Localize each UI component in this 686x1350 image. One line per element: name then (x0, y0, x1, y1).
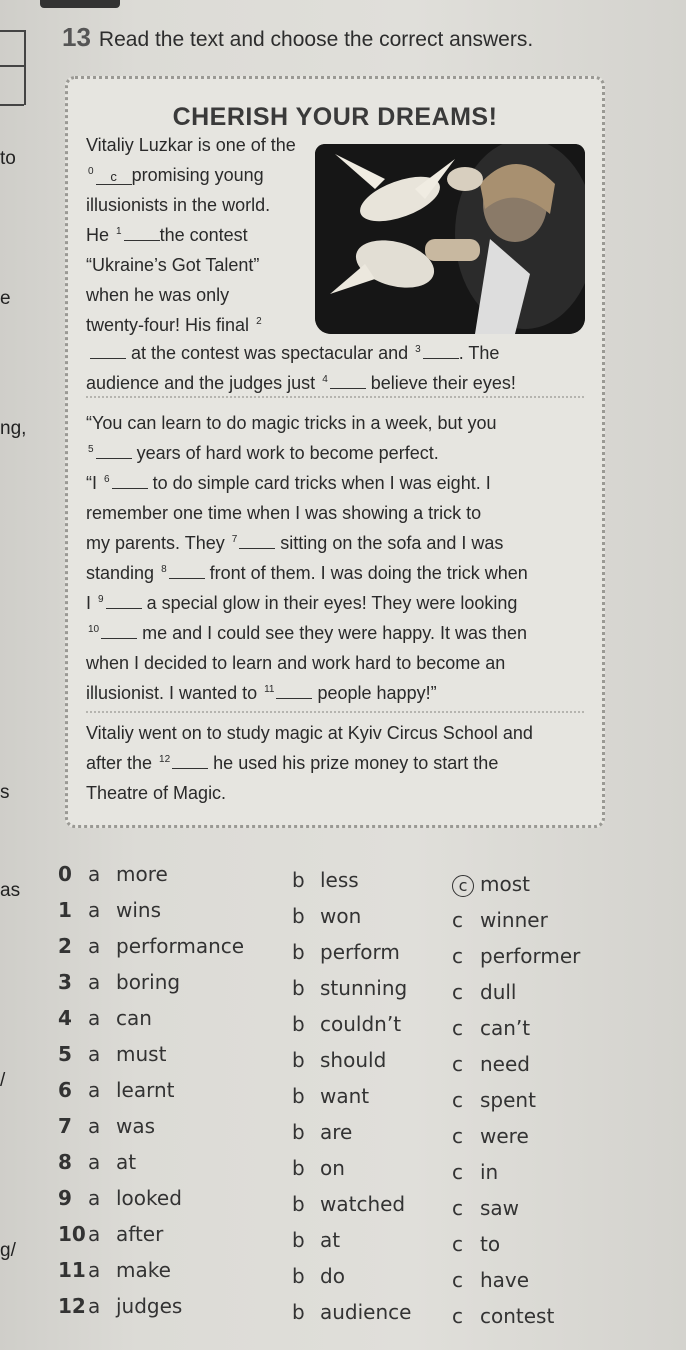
question-number: 12 (58, 1294, 86, 1318)
margin-rule (0, 65, 24, 67)
story-text-segment: my parents. They (86, 533, 230, 553)
story-text-segment: audience and the judges just (86, 373, 321, 393)
option-b[interactable] (292, 1228, 340, 1252)
option-b[interactable] (292, 1300, 411, 1324)
option-letter: c (452, 908, 463, 932)
story-line (86, 373, 516, 394)
option-c[interactable] (452, 1196, 519, 1220)
option-letter: a (88, 862, 101, 886)
option-a[interactable] (58, 1294, 182, 1318)
option-c[interactable] (452, 1160, 498, 1184)
option-text: judges (116, 1294, 183, 1318)
story-text-segment: after the (86, 753, 158, 773)
gap-number: 3 (415, 344, 421, 355)
option-letter: c (452, 944, 463, 968)
gap-number: 4 (322, 374, 328, 385)
option-c[interactable] (452, 872, 530, 897)
story-text-segment: illusionist. I wanted to (86, 683, 263, 703)
story-line (86, 683, 437, 704)
option-a[interactable] (58, 1258, 171, 1282)
option-text: were (480, 1124, 529, 1148)
option-text: wins (116, 898, 162, 922)
option-text: learnt (116, 1078, 175, 1102)
answer-blank (172, 768, 208, 769)
story-line (86, 563, 528, 584)
option-letter: a (88, 1222, 101, 1246)
story-text-segment: Vitaliy Luzkar is one of the (86, 135, 296, 155)
story-line (86, 135, 296, 156)
question-number: 3 (58, 970, 72, 994)
option-text: less (320, 868, 359, 892)
option-letter: a (88, 1006, 101, 1030)
story-line (86, 503, 481, 524)
option-letter: b (292, 868, 305, 892)
option-text: won (320, 904, 362, 928)
option-b[interactable] (292, 940, 400, 964)
gap-number: 6 (104, 474, 110, 485)
option-text: couldn’t (320, 1012, 402, 1036)
option-text: was (116, 1114, 156, 1138)
story-text-segment: promising young (131, 165, 264, 185)
option-c[interactable] (452, 1232, 500, 1256)
option-a[interactable] (58, 862, 168, 886)
story-text-segment: illusionists in the world. (86, 195, 271, 215)
option-text: do (320, 1264, 345, 1288)
question-number: 7 (58, 1114, 72, 1138)
question-number: 0 (58, 862, 72, 886)
option-text: spent (480, 1088, 536, 1112)
option-c[interactable] (452, 1052, 530, 1076)
option-letter: b (292, 1156, 305, 1180)
story-text-segment: I (86, 593, 97, 613)
story-line (86, 753, 498, 774)
task-heading (62, 22, 533, 53)
option-text: have (480, 1268, 530, 1292)
option-c[interactable] (452, 1124, 529, 1148)
option-letter: b (292, 1192, 305, 1216)
gap-number: 5 (88, 444, 94, 455)
page-header-bar (40, 0, 120, 8)
story-box (65, 76, 605, 828)
option-letter: c (452, 980, 463, 1004)
story-title: CHERISH YOUR DREAMS! (172, 103, 498, 131)
story-text-segment: He (86, 225, 115, 245)
answer-blank (101, 638, 137, 639)
story-line (86, 623, 527, 644)
option-letter: a (88, 934, 101, 958)
option-text: on (320, 1156, 345, 1180)
question-number: 9 (58, 1186, 72, 1210)
story-line (86, 255, 259, 276)
story-text-segment: remember one time when I was showing a trick to (86, 503, 482, 523)
option-letter: a (88, 1114, 101, 1138)
option-letter: c (452, 875, 474, 897)
story-line (86, 165, 264, 186)
option-letter: a (88, 1078, 101, 1102)
option-text: saw (480, 1196, 520, 1220)
story-text-segment: Vitaliy went on to study magic at Kyiv Circus School and (86, 723, 533, 743)
answer-blank (169, 578, 205, 579)
story-line (86, 285, 229, 306)
option-letter: a (88, 1150, 101, 1174)
option-letter: a (88, 1042, 101, 1066)
option-text: most (480, 872, 530, 896)
option-letter: c (452, 1052, 463, 1076)
margin-text: e (0, 288, 11, 309)
option-text: audience (320, 1300, 412, 1324)
option-a[interactable] (58, 1150, 136, 1174)
question-number: 8 (58, 1150, 72, 1174)
answer-blank (106, 608, 142, 609)
story-text-segment: Theatre of Magic. (86, 783, 227, 803)
story-text-segment: a special glow in their eyes! They were looking (141, 593, 518, 613)
answer-blank (423, 358, 459, 359)
option-letter: c (452, 1232, 463, 1256)
option-letter: a (88, 1294, 101, 1318)
option-letter: b (292, 904, 305, 928)
answer-blank (90, 358, 126, 359)
option-letter: b (292, 940, 305, 964)
margin-rule (0, 104, 24, 106)
story-text-segment: the contest (159, 225, 248, 245)
option-text: boring (116, 970, 181, 994)
option-a[interactable] (58, 1042, 166, 1066)
option-text: performer (480, 944, 581, 968)
question-number: 5 (58, 1042, 72, 1066)
answer-blank (276, 698, 312, 699)
option-text: contest (480, 1304, 555, 1328)
gap-number: 8 (161, 564, 167, 575)
task-instruction: Read the text and choose the correct answers. (98, 28, 534, 51)
option-letter: b (292, 1264, 305, 1288)
option-b[interactable] (292, 1192, 405, 1216)
story-text-segment: years of hard work to become perfect. (131, 443, 439, 463)
story-line (86, 413, 497, 434)
option-c[interactable] (452, 980, 516, 1004)
option-letter: a (88, 898, 101, 922)
option-text: after (116, 1222, 164, 1246)
option-c[interactable] (452, 908, 548, 932)
option-text: watched (320, 1192, 406, 1216)
story-line (86, 783, 226, 804)
story-line (86, 343, 499, 364)
option-b[interactable] (292, 1156, 345, 1180)
option-a[interactable] (58, 934, 244, 958)
story-line (86, 533, 503, 554)
story-line (86, 225, 248, 246)
option-b[interactable] (292, 904, 361, 928)
story-text-segment: he used his prize money to start the (208, 753, 499, 773)
option-text: dull (480, 980, 517, 1004)
story-text-segment: people happy!” (312, 683, 437, 703)
option-text: stunning (320, 976, 408, 1000)
story-line (86, 443, 439, 464)
option-a[interactable] (58, 1222, 163, 1246)
story-text-segment: to do simple card tricks when I was eight. I (147, 473, 491, 493)
option-c[interactable] (452, 1268, 529, 1292)
story-text-segment: “You can learn to do magic tricks in a week, but you (86, 413, 497, 433)
question-number: 2 (58, 934, 72, 958)
question-number: 1 (58, 898, 72, 922)
gap-number: 7 (231, 534, 238, 545)
option-b[interactable] (292, 1264, 345, 1288)
option-text: at (320, 1228, 341, 1252)
option-letter: b (292, 1012, 305, 1036)
story-line (86, 195, 270, 216)
story-line (86, 593, 517, 614)
gap-number: 12 (159, 754, 171, 765)
story-text-segment: twenty-four! His final (86, 315, 255, 335)
margin-rule (0, 30, 24, 32)
option-text: performance (116, 934, 245, 958)
margin-text: / (0, 1070, 6, 1091)
option-letter: c (452, 1160, 463, 1184)
option-text: must (116, 1042, 167, 1066)
paragraph-separator (86, 396, 584, 398)
answer-blank (112, 488, 148, 489)
story-line (86, 653, 505, 674)
option-a[interactable] (58, 970, 180, 994)
story-text-segment: me and I could see they were happy. It was then (137, 623, 528, 643)
story-line (86, 723, 533, 744)
option-letter: b (292, 1300, 305, 1324)
answer-blank (124, 240, 160, 241)
option-letter: b (292, 976, 305, 1000)
option-c[interactable] (452, 1304, 554, 1328)
margin-text: s (0, 782, 10, 803)
option-letter: c (452, 1304, 463, 1328)
option-a[interactable] (58, 1186, 182, 1210)
story-text-segment: at the contest was spectacular and (126, 343, 414, 363)
option-text: winner (480, 908, 548, 932)
option-a[interactable] (58, 1078, 175, 1102)
option-letter: a (88, 970, 101, 994)
option-letter: c (452, 1124, 463, 1148)
gap-number: 0 (88, 166, 94, 177)
option-c[interactable] (452, 944, 580, 968)
option-text: can (116, 1006, 152, 1030)
option-letter: b (292, 1048, 305, 1072)
option-letter: c (452, 1088, 463, 1112)
answer-blank (96, 458, 132, 459)
option-text: at (116, 1150, 137, 1174)
gap-number: 11 (264, 684, 275, 695)
story-text-segment: when he was only (86, 285, 230, 305)
story-text-segment: front of them. I was doing the trick when (204, 563, 528, 583)
option-text: perform (320, 940, 400, 964)
option-letter: b (292, 1120, 305, 1144)
option-b[interactable] (292, 1012, 401, 1036)
illusionist-photo (315, 144, 585, 334)
question-number: 6 (58, 1078, 72, 1102)
option-b[interactable] (292, 1048, 386, 1072)
option-text: need (480, 1052, 530, 1076)
gap-number: 9 (98, 594, 104, 605)
option-text: looked (116, 1186, 182, 1210)
gap-number: 2 (256, 316, 262, 327)
gap-number: 1 (116, 226, 122, 237)
option-letter: a (88, 1258, 101, 1282)
option-letter: c (452, 1016, 463, 1040)
story-text-segment: sitting on the sofa and I was (275, 533, 504, 553)
option-letter: b (292, 1228, 305, 1252)
question-number: 10 (58, 1222, 86, 1246)
option-letter: c (452, 1196, 463, 1220)
option-letter: a (88, 1186, 101, 1210)
option-b[interactable] (292, 976, 407, 1000)
answer-blank: c (96, 169, 132, 185)
option-text: make (116, 1258, 171, 1282)
option-text: want (320, 1084, 370, 1108)
story-text-segment: standing (86, 563, 160, 583)
option-b[interactable] (292, 868, 359, 892)
story-line (86, 473, 491, 494)
option-text: in (480, 1160, 499, 1184)
answer-blank (239, 548, 275, 549)
option-a[interactable] (58, 1006, 152, 1030)
margin-text: as (0, 880, 21, 901)
gap-number: 10 (88, 624, 100, 635)
margin-text: g/ (0, 1240, 16, 1261)
story-text-segment: “I (86, 473, 102, 493)
option-c[interactable] (452, 1016, 530, 1040)
option-text: should (320, 1048, 387, 1072)
option-b[interactable] (292, 1120, 352, 1144)
story-text-segment: when I decided to learn and work hard to become an (86, 653, 506, 673)
option-a[interactable] (58, 898, 161, 922)
margin-text: ng, (0, 418, 27, 439)
option-text: can’t (480, 1016, 531, 1040)
option-a[interactable] (58, 1114, 155, 1138)
question-number: 11 (58, 1258, 86, 1282)
option-b[interactable] (292, 1084, 369, 1108)
option-letter: c (452, 1268, 463, 1292)
task-number: 13 (62, 22, 91, 52)
story-text-segment: believe their eyes! (365, 373, 516, 393)
option-text: to (480, 1232, 501, 1256)
answer-blank (330, 388, 366, 389)
story-text-segment: . The (458, 343, 500, 363)
story-text-segment: “Ukraine’s Got Talent” (86, 255, 260, 275)
story-line (86, 315, 264, 336)
paragraph-separator (86, 711, 584, 713)
option-text: more (116, 862, 168, 886)
margin-rule-vertical (24, 30, 26, 105)
question-number: 4 (58, 1006, 72, 1030)
option-letter: b (292, 1084, 305, 1108)
option-c[interactable] (452, 1088, 536, 1112)
option-text: are (320, 1120, 353, 1144)
margin-text: to (0, 148, 16, 169)
